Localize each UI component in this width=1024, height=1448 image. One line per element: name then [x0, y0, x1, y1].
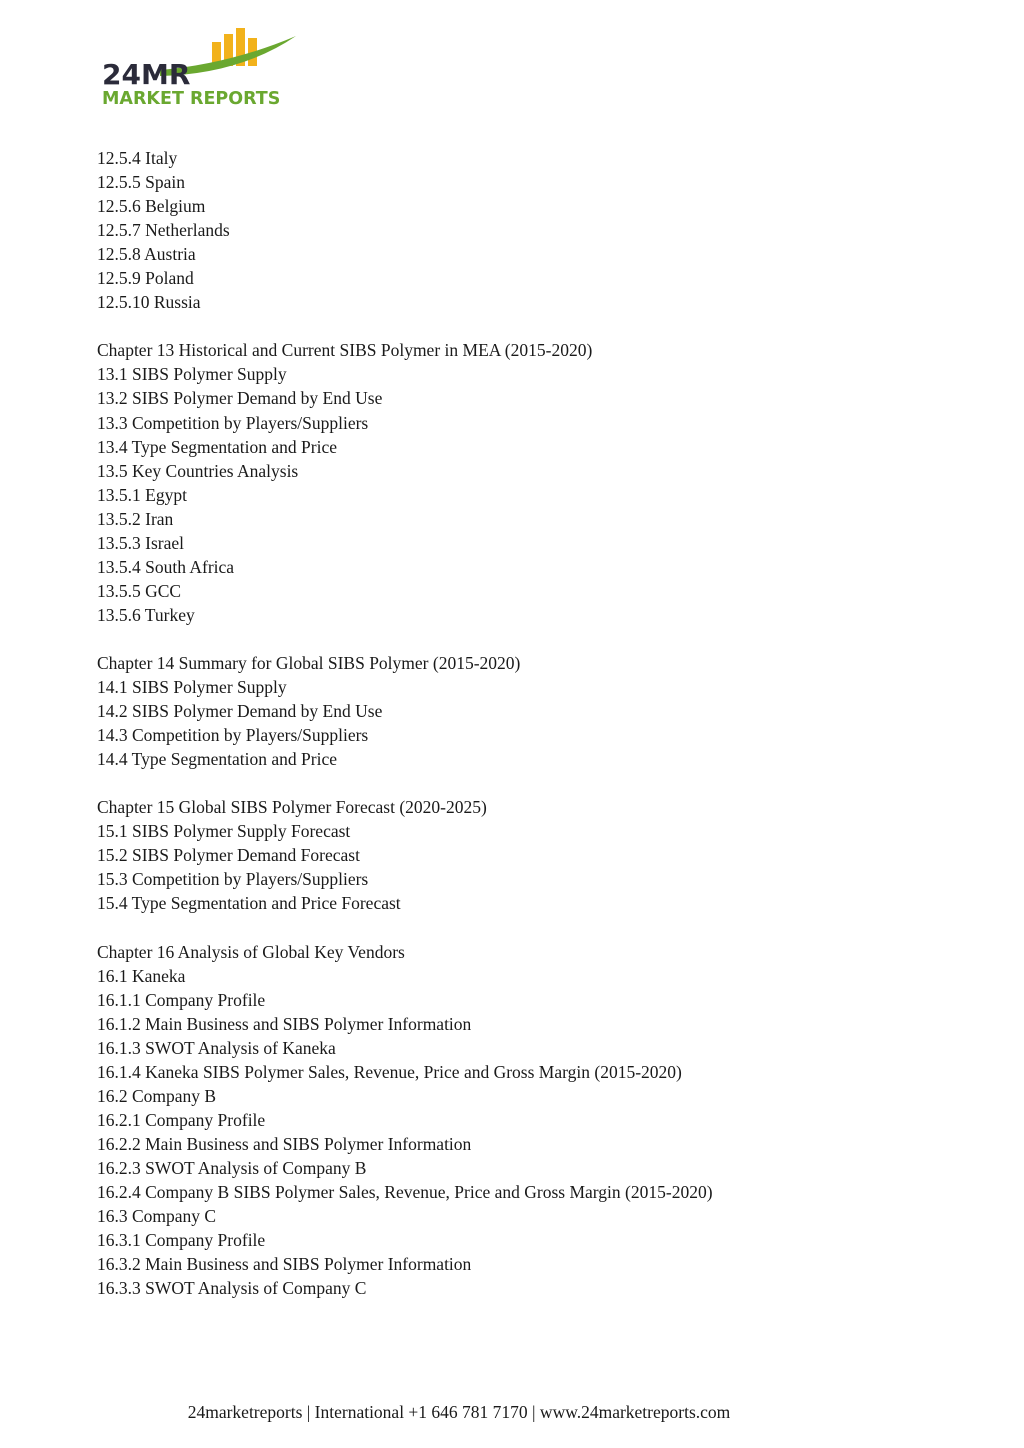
- toc-entry: 13.4 Type Segmentation and Price: [97, 436, 338, 457]
- footer-contact-text: 24marketreports | International +1 646 781 7170 | www.24marketreports.com: [187, 1402, 731, 1422]
- page-footer: [0, 1400, 1024, 1424]
- section-spacer: [97, 627, 957, 651]
- toc-entry: 16.3.3 SWOT Analysis of Company C: [97, 1278, 367, 1299]
- toc-entry: 16.1.2 Main Business and SIBS Polymer Information: [97, 1013, 472, 1034]
- section-spacer: [97, 916, 957, 940]
- toc-entry: 16.2.1 Company Profile: [97, 1109, 266, 1130]
- toc-entry: 14.2 SIBS Polymer Demand by End Use: [97, 701, 383, 722]
- toc-entry: 12.5.8 Austria: [97, 244, 196, 265]
- toc-entry: 13.1 SIBS Polymer Supply: [97, 364, 287, 385]
- toc-entry: 16.1.3 SWOT Analysis of Kaneka: [97, 1037, 336, 1058]
- toc-entry: 14.4 Type Segmentation and Price: [97, 749, 338, 770]
- toc-entry: 16.3.1 Company Profile: [97, 1230, 266, 1251]
- toc-entry: 14.3 Competition by Players/Suppliers: [97, 725, 369, 746]
- toc-entry: 13.5.1 Egypt: [97, 484, 187, 505]
- toc-entry: 15.2 SIBS Polymer Demand Forecast: [97, 845, 360, 866]
- logo-top-text: 24MR: [102, 58, 191, 91]
- toc-entry: 12.5.5 Spain: [97, 172, 185, 193]
- toc-entry: 12.5.6 Belgium: [97, 196, 206, 217]
- toc-entry: 12.5.7 Netherlands: [97, 220, 230, 241]
- company-logo: [100, 28, 310, 108]
- toc-entry: 13.5.2 Iran: [97, 508, 174, 529]
- logo-graphic: [100, 28, 310, 108]
- toc-entry: 15.1 SIBS Polymer Supply Forecast: [97, 821, 351, 842]
- toc-entry: 16.2.2 Main Business and SIBS Polymer Information: [97, 1133, 472, 1154]
- toc-entry: 16.2.4 Company B SIBS Polymer Sales, Revenue, Price and Gross Margin (2015-2020): [97, 1182, 713, 1203]
- toc-entry: 16.3.2 Main Business and SIBS Polymer Information: [97, 1254, 472, 1275]
- toc-entry: 13.5.6 Turkey: [97, 604, 195, 625]
- toc-chapter-heading: Chapter 16 Analysis of Global Key Vendors: [97, 941, 405, 962]
- toc-entry: 14.1 SIBS Polymer Supply: [97, 677, 287, 698]
- toc-entry: 16.1.1 Company Profile: [97, 989, 266, 1010]
- logo-bottom-text: MARKET REPORTS: [102, 89, 281, 108]
- toc-entry: 16.2.3 SWOT Analysis of Company B: [97, 1157, 367, 1178]
- toc-entry: 13.5.4 South Africa: [97, 556, 235, 577]
- toc-entry: 13.5.5 GCC: [97, 580, 182, 601]
- toc-entry: 13.2 SIBS Polymer Demand by End Use: [97, 388, 383, 409]
- section-spacer: [97, 771, 957, 795]
- toc-entry: 12.5.4 Italy: [97, 148, 178, 168]
- toc-entry: 16.1.4 Kaneka SIBS Polymer Sales, Revenue, Price and Gross Margin (2015-2020): [97, 1061, 682, 1082]
- table-of-contents: [97, 146, 957, 1300]
- toc-chapter-heading: Chapter 13 Historical and Current SIBS Polymer in MEA (2015-2020): [97, 340, 593, 361]
- toc-entry: 13.5 Key Countries Analysis: [97, 460, 299, 481]
- toc-entry: 16.3 Company C: [97, 1206, 217, 1227]
- toc-chapter-heading: Chapter 15 Global SIBS Polymer Forecast (2020-2025): [97, 797, 487, 818]
- toc-entry: 16.2 Company B: [97, 1085, 217, 1106]
- toc-entry: 12.5.9 Poland: [97, 268, 194, 289]
- toc-chapter-heading: Chapter 14 Summary for Global SIBS Polymer (2015-2020): [97, 652, 521, 673]
- toc-entry: 13.5.3 Israel: [97, 532, 184, 553]
- toc-entry: 13.3 Competition by Players/Suppliers: [97, 412, 369, 433]
- section-spacer: [97, 314, 957, 338]
- toc-entry: 16.1 Kaneka: [97, 965, 186, 986]
- toc-entry: 15.3 Competition by Players/Suppliers: [97, 869, 369, 890]
- toc-entry: 12.5.10 Russia: [97, 292, 201, 313]
- toc-entry: 15.4 Type Segmentation and Price Forecast: [97, 893, 401, 914]
